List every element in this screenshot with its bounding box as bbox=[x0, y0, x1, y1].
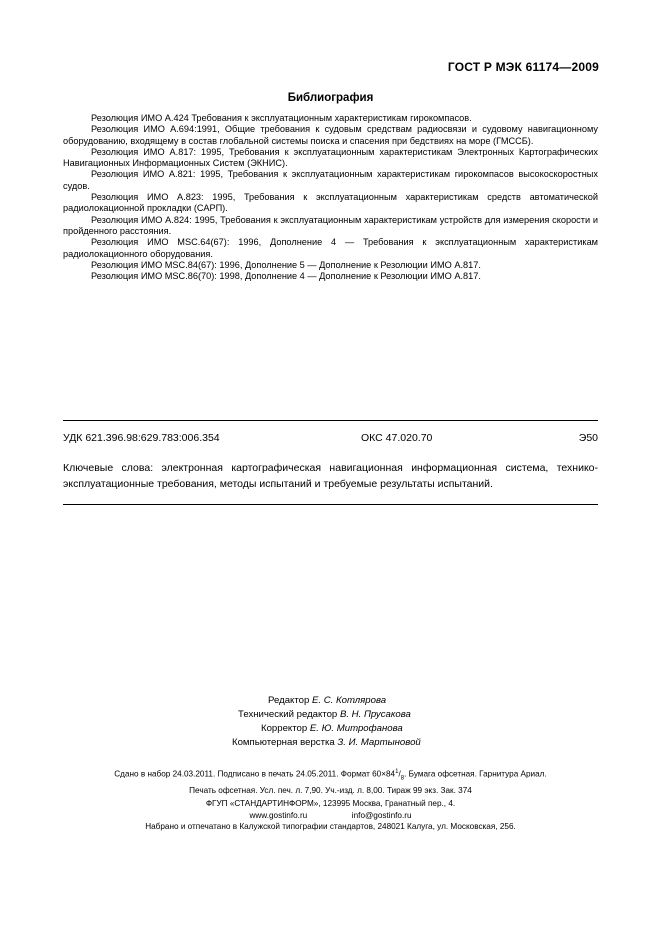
bibliography-item: Резолюция ИМО А.817: 1995, Требования к эксплуатационным характеристикам Электронных Картографических Навигационных Информационных Систем (ЭКНИС). bbox=[63, 146, 598, 169]
bibliography-item: Резолюция ИМО MSC.84(67): 1996, Дополнение 5 — Дополнение к Резолюции ИМО А.817. bbox=[91, 259, 481, 270]
top-divider bbox=[63, 420, 598, 421]
bibliography-title: Библиография bbox=[287, 92, 374, 104]
credit-tech-editor: Технический редактор В. Н. Прусакова bbox=[238, 709, 411, 720]
publisher-email: info@gostinfo.ru bbox=[351, 810, 412, 820]
credit-corrector: Корректор Е. Ю. Митрофанова bbox=[261, 723, 403, 734]
bibliography-item: Резолюция ИМО А.824: 1995, Требования к эксплуатационным характеристикам устройств для измерения скорости и пройденного расстояния. bbox=[63, 214, 598, 236]
print-info bbox=[63, 766, 598, 797]
bibliography-item: Резолюция ИМО А.694:1991, Общие требования к судовым средствам радиосвязи и судовому навигационному оборудованию, входящему в состав глобальной системы поиска и спасения при бедствиях на море (ГМССБ). bbox=[63, 124, 598, 146]
document-code-header: ГОСТ Р МЭК 61174—2009 bbox=[447, 60, 599, 74]
bibliography-item: Резолюция ИМО А.821: 1995, Требования к эксплуатационным характеристикам гирокомпасов высокоскоростных судов. bbox=[63, 169, 598, 191]
bibliography-item: Резолюция ИМО MSC.86(70): 1998, Дополнение 4 — Дополнение к Резолюции ИМО А.817. bbox=[91, 271, 481, 282]
bibliography-item: Резолюция ИМО А.823: 1995, Требования к эксплуатационным характеристикам средств автоматической радиолокационной прокладки (САРП). bbox=[63, 192, 598, 214]
publisher-contacts bbox=[0, 810, 661, 822]
category-code: Э50 bbox=[578, 432, 598, 444]
bibliography-list bbox=[63, 113, 598, 282]
publisher-address: ФГУП «СТАНДАРТИНФОРМ», 123995 Москва, Гранатный пер., 4. bbox=[205, 799, 456, 808]
print-info-line-1: Сдано в набор 24.03.2011. Подписано в печать 24.05.2011. Формат $60\times 84^1/_8$. Бумага офсетная. Гарнитура Ариал. bbox=[114, 769, 547, 782]
oks-code: ОКС 47.020.70 bbox=[361, 432, 433, 444]
publisher-site: www.gostinfo.ru bbox=[249, 810, 308, 820]
printing-house: Набрано и отпечатано в Калужской типографии стандартов, 248021 Калуга, ул. Московская, 256. bbox=[145, 822, 516, 831]
udc-code: УДК 621.396.98:629.783:006.354 bbox=[63, 432, 220, 444]
credit-editor: Редактор Е. С. Котлярова bbox=[268, 695, 387, 706]
bottom-divider bbox=[63, 504, 598, 505]
credit-layout: Компьютерная верстка З. И. Мартыновой bbox=[232, 737, 421, 748]
publisher-info bbox=[0, 798, 661, 833]
keywords-block bbox=[63, 460, 598, 492]
bibliography-item: Резолюция ИМО MSC.64(67): 1996, Дополнение 4 — Требования к эксплуатационным характеристикам радиолокационного оборудования. bbox=[63, 237, 598, 259]
print-info-line-2: Печать офсетная. Усл. печ. л. 7,90. Уч.-изд. л. 8,00. Тираж 99 экз. Зак. 374 bbox=[189, 785, 472, 795]
bibliography-item: Резолюция ИМО А.424 Требования к эксплуатационным характеристикам гирокомпасов. bbox=[91, 113, 472, 123]
keywords-text: Ключевые слова: электронная картографическая навигационная информационная система, технико-эксплуатационные требования, методы испытаний и требуемые результаты испытаний. bbox=[63, 462, 598, 490]
